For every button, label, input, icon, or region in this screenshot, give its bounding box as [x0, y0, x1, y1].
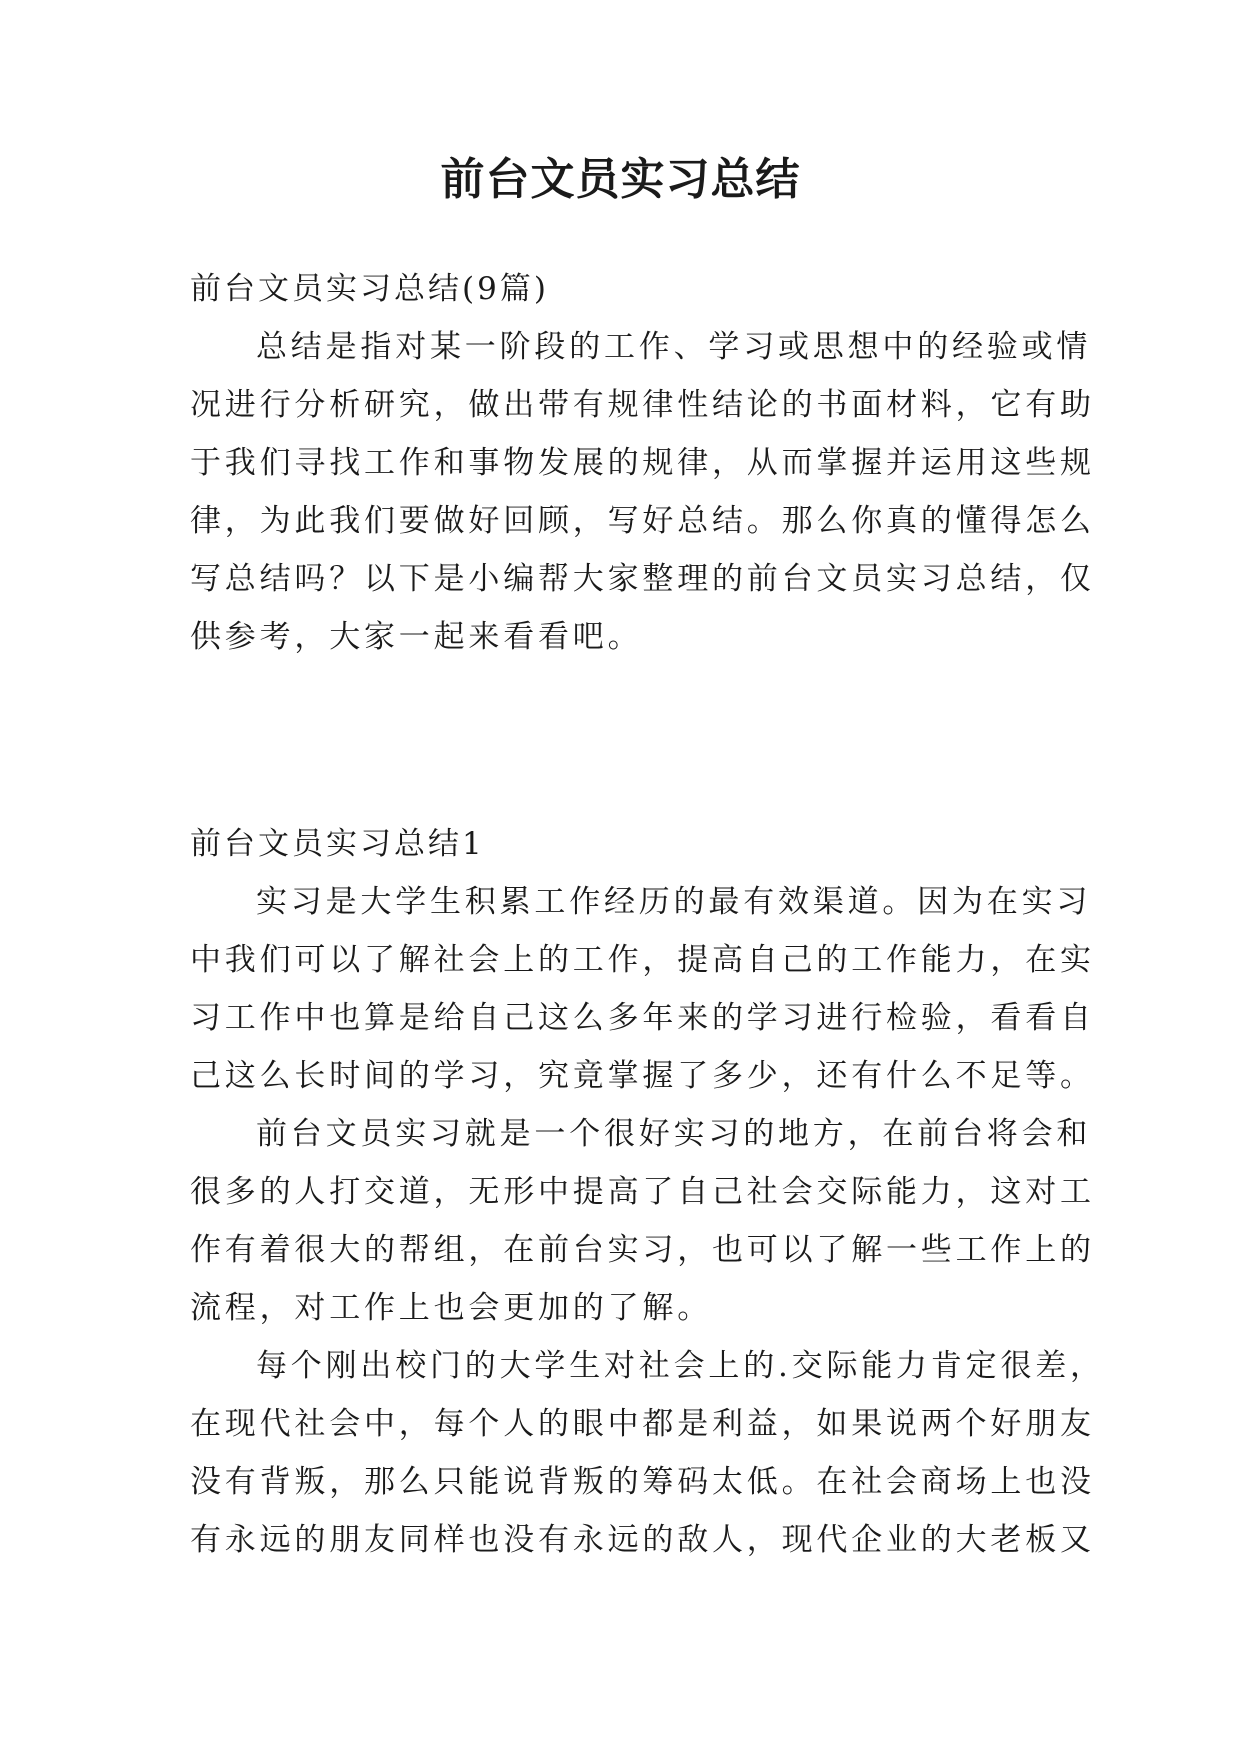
- section-heading: 前台文员实习总结1: [190, 826, 485, 862]
- intro-line: 总结是指对某一阶段的工作、学习或思想中的经验或情: [256, 329, 1092, 365]
- intro-heading: 前台文员实习总结(9篇): [190, 271, 549, 307]
- intro-line: 于我们寻找工作和事物发展的规律，从而掌握并运用这些规: [190, 445, 1095, 481]
- intro-line: 供参考，大家一起来看看吧。: [190, 619, 643, 655]
- intro-line: 写总结吗？以下是小编帮大家整理的前台文员实习总结，仅: [190, 561, 1095, 597]
- paragraph-line: 己这么长时间的学习，究竟掌握了多少，还有什么不足等。: [190, 1058, 1095, 1094]
- paragraph-line: 前台文员实习就是一个很好实习的地方，在前台将会和: [256, 1116, 1092, 1152]
- paragraph-line: 每个刚出校门的大学生对社会上的.交际能力肯定很差，: [256, 1348, 1105, 1384]
- paragraph-line: 很多的人打交道，无形中提高了自己社会交际能力，这对工: [190, 1174, 1095, 1210]
- intro-line: 律，为此我们要做好回顾，写好总结。那么你真的懂得怎么: [190, 503, 1095, 539]
- paragraph-line: 没有背叛，那么只能说背叛的筹码太低。在社会商场上也没: [190, 1464, 1095, 1500]
- paragraph-line: 中我们可以了解社会上的工作，提高自己的工作能力，在实: [190, 942, 1095, 978]
- intro-line: 况进行分析研究，做出带有规律性结论的书面材料，它有助: [190, 387, 1095, 423]
- paragraph-line: 作有着很大的帮组，在前台实习，也可以了解一些工作上的: [190, 1232, 1095, 1268]
- document-title: 前台文员实习总结: [440, 154, 801, 205]
- intro-section: [190, 260, 1095, 666]
- paragraph-line: 习工作中也算是给自己这么多年来的学习进行检验，看看自: [190, 1000, 1095, 1036]
- paragraph-line: 在现代社会中，每个人的眼中都是利益，如果说两个好朋友: [190, 1406, 1095, 1442]
- paragraph-line: 实习是大学生积累工作经历的最有效渠道。因为在实习: [256, 884, 1092, 920]
- section-1: [190, 815, 1105, 1569]
- paragraph-line: 流程，对工作上也会更加的了解。: [190, 1290, 712, 1326]
- paragraph-line: 有永远的朋友同样也没有永远的敌人，现代企业的大老板又: [190, 1522, 1095, 1558]
